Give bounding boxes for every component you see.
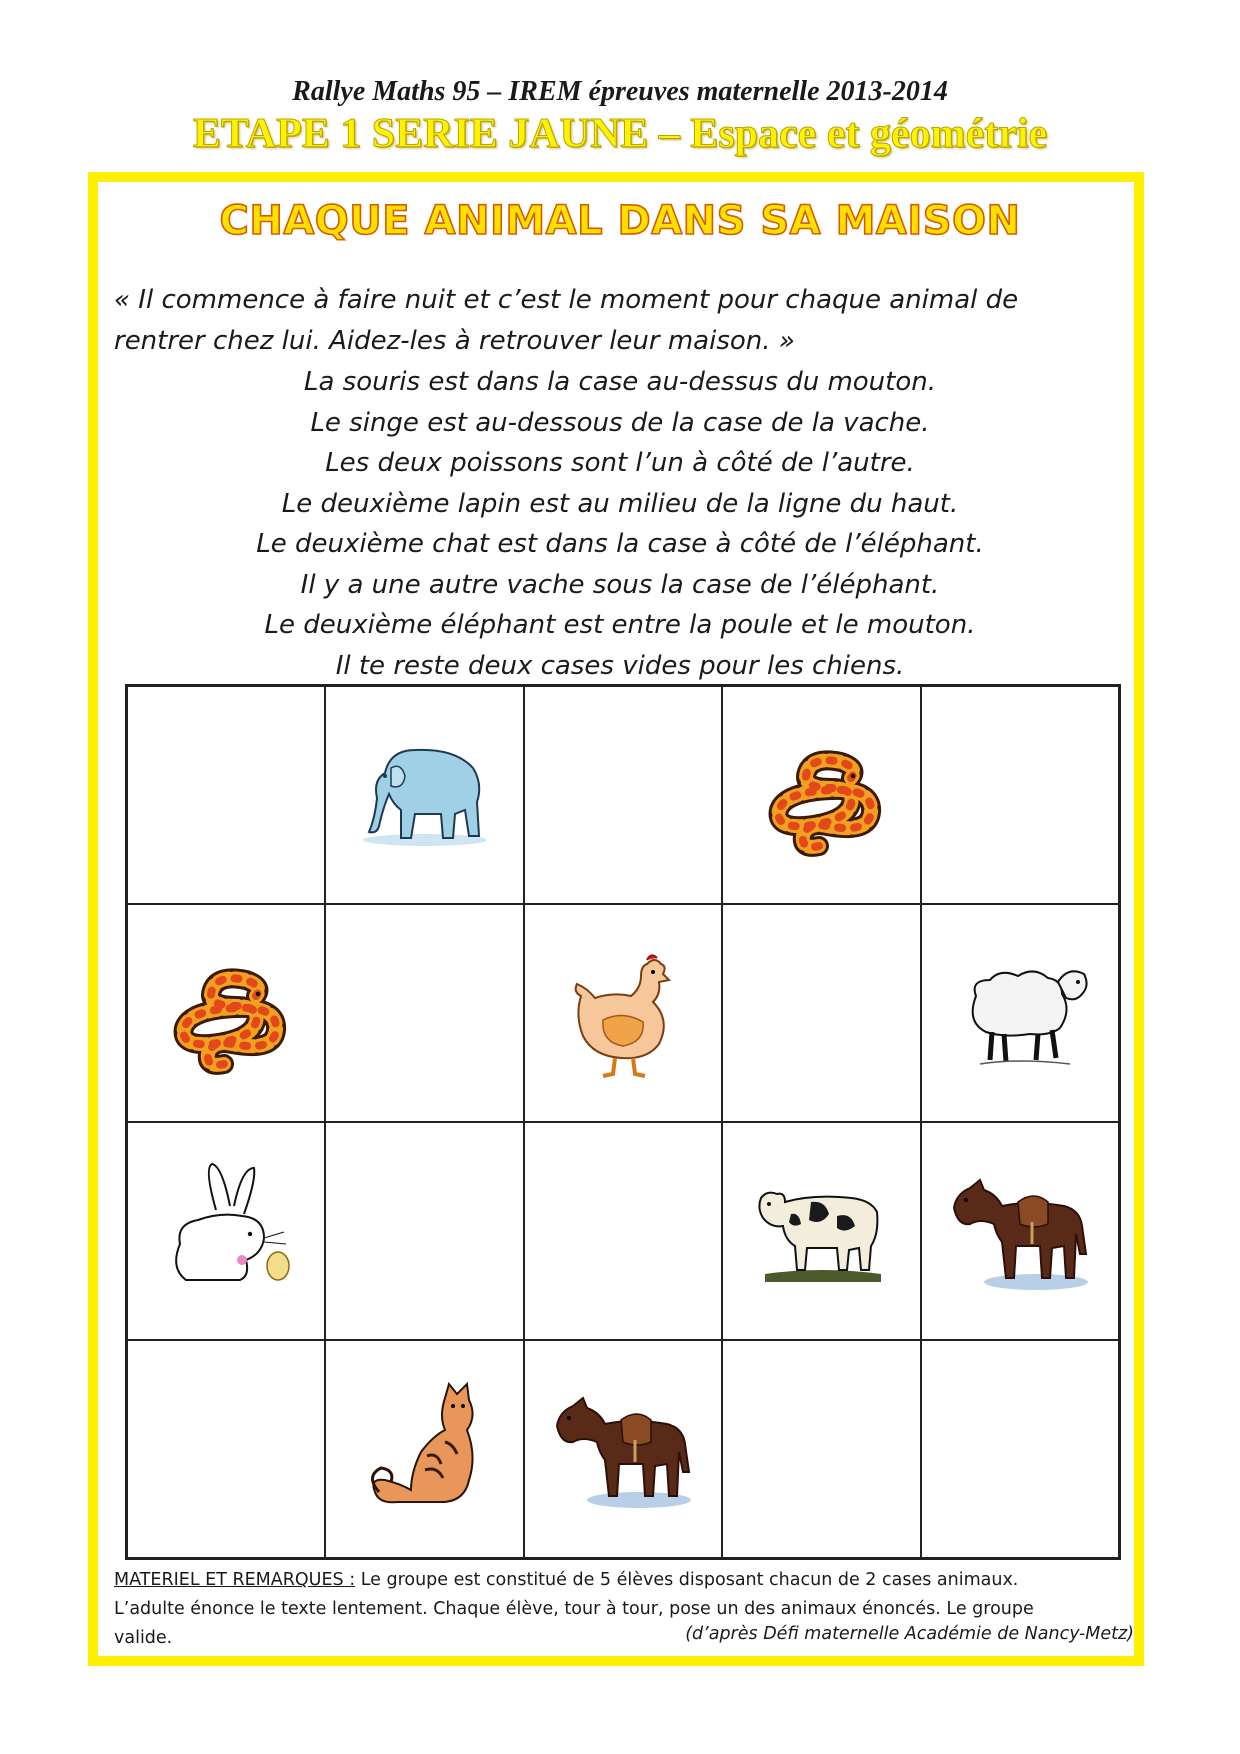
- clue: Le deuxième éléphant est entre la poule et le mouton.: [264, 610, 976, 640]
- clue: La souris est dans la case au-dessus du mouton.: [304, 367, 936, 397]
- grid-cell-r1-c1: [127, 686, 325, 904]
- grid-cell-r2-c5: [921, 904, 1119, 1122]
- grid-cell-r3-c2: [325, 1122, 523, 1340]
- grid-cell-r2-c2: [325, 904, 523, 1122]
- grid-cell-r2-c4: [722, 904, 920, 1122]
- grid-cell-r3-c4: [722, 1122, 920, 1340]
- intro-line: « Il commence à faire nuit et c’est le moment pour chaque animal de: [114, 285, 1019, 315]
- page-title: CHAQUE ANIMAL DANS SA MAISON: [219, 198, 1021, 244]
- grid-cell-r4-c2: [325, 1340, 523, 1558]
- intro-text: [114, 280, 1114, 362]
- source-credit: (d’après Défi maternelle Académie de Nancy-Metz): [685, 1624, 1134, 1644]
- grid-cell-r3-c1: [127, 1122, 325, 1340]
- clue: Le deuxième chat est dans la case à côté de l’éléphant.: [256, 529, 984, 559]
- snake-icon: [741, 718, 901, 873]
- grid-cell-r3-c5: [921, 1122, 1119, 1340]
- grid-cell-r3-c3: [524, 1122, 722, 1340]
- notes-text: L’adulte énonce le texte lentement. Chaque élève, tour à tour, pose un des animaux énoncés. Le groupe: [114, 1599, 1034, 1619]
- hen-icon: [543, 936, 703, 1091]
- grid-cell-r4-c1: [127, 1340, 325, 1558]
- snake-icon: [146, 936, 306, 1091]
- grid-cell-r1-c4: [722, 686, 920, 904]
- grid-cell-r4-c4: [722, 1340, 920, 1558]
- grid-cell-r2-c3: [524, 904, 722, 1122]
- cow-icon: [741, 1154, 901, 1309]
- grid-cell-r1-c3: [524, 686, 722, 904]
- header-rallye: Rallye Maths 95 – IREM épreuves maternelle 2013-2014: [292, 76, 948, 107]
- elephant-icon: [345, 718, 505, 873]
- grid-cell-r1-c2: [325, 686, 523, 904]
- clue: Il y a une autre vache sous la case de l’éléphant.: [300, 569, 940, 600]
- clue: Les deux poissons sont l’un à côté de l’autre.: [325, 448, 915, 478]
- horse-icon: [543, 1372, 703, 1527]
- intro-line: rentrer chez lui. Aidez-les à retrouver leur maison. »: [114, 326, 795, 356]
- header-etape: ETAPE 1 SERIE JAUNE – Espace et géométrie: [192, 111, 1048, 157]
- animal-grid: [125, 684, 1121, 1560]
- notes-text: valide.: [114, 1628, 173, 1648]
- clue: Il te reste deux cases vides pour les chiens.: [335, 650, 905, 681]
- horse-icon: [940, 1154, 1100, 1309]
- cat-icon: [345, 1372, 505, 1527]
- grid-cell-r4-c3: [524, 1340, 722, 1558]
- notes-text: Le groupe est constitué de 5 élèves disposant chacun de 2 cases animaux.: [355, 1570, 1019, 1590]
- clue: Le singe est au-dessous de la case de la vache.: [310, 407, 930, 438]
- sheep-icon: [940, 936, 1100, 1091]
- clue: Le deuxième lapin est au milieu de la ligne du haut.: [281, 488, 959, 519]
- clue-list: [0, 362, 1240, 686]
- grid-cell-r1-c5: [921, 686, 1119, 904]
- notes-label: MATERIEL ET REMARQUES :: [114, 1570, 356, 1590]
- grid-cell-r4-c5: [921, 1340, 1119, 1558]
- grid-cell-r2-c1: [127, 904, 325, 1122]
- rabbit-icon: [146, 1154, 306, 1309]
